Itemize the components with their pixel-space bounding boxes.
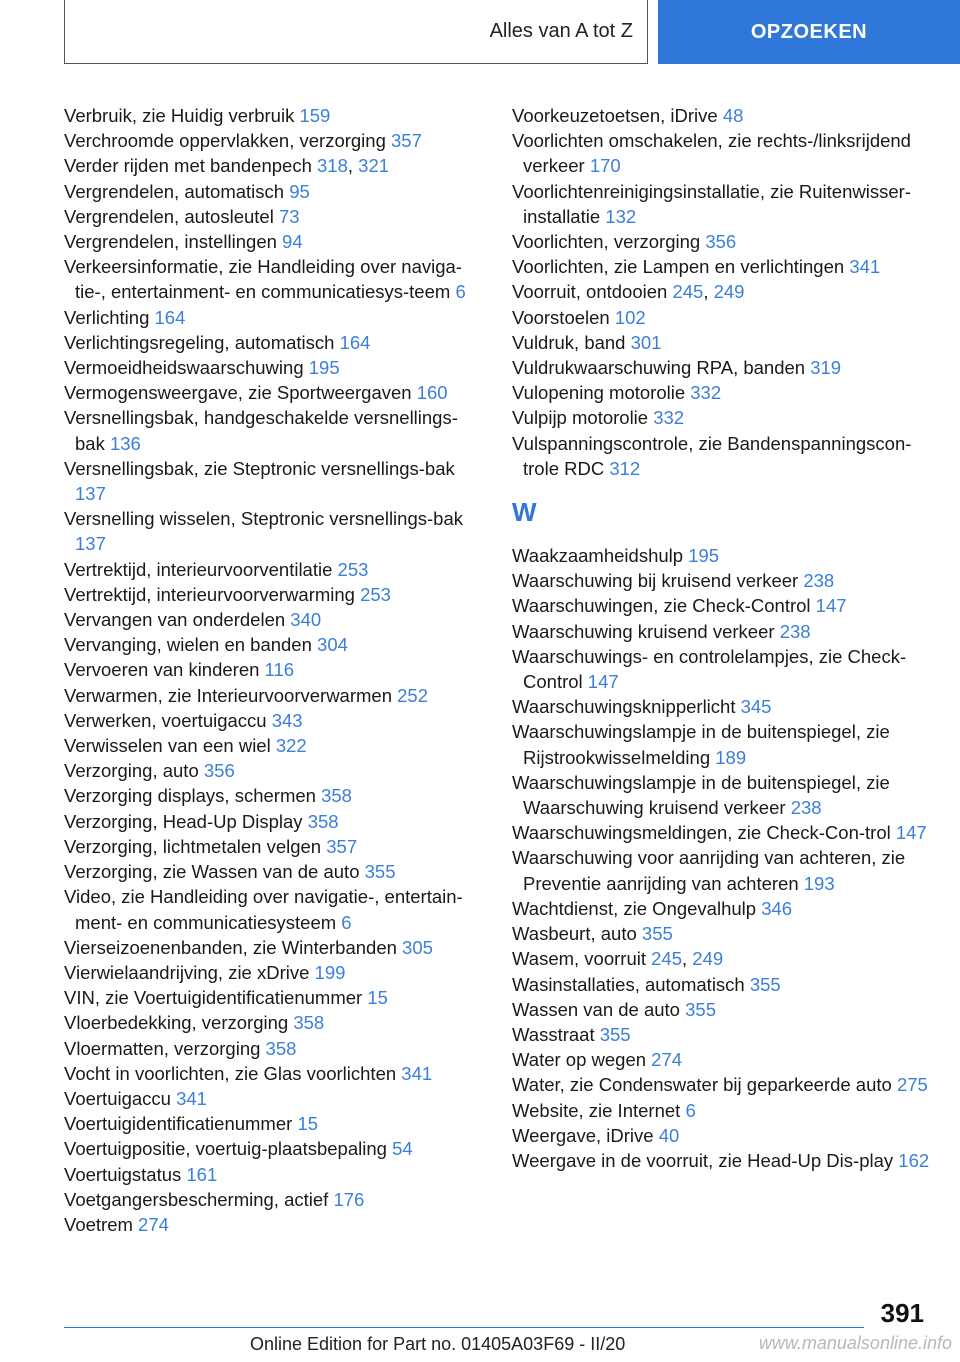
index-term: Voorruit, ontdooien (512, 281, 668, 303)
page-link[interactable]: 170 (589, 155, 621, 177)
index-term: Waarschuwingslampje in de buitenspiegel, zie Rijstrookwisselmelding (512, 721, 890, 768)
index-term: Voertuigstatus (64, 1163, 182, 1185)
index-entry (64, 1187, 484, 1212)
page-link[interactable]: 95 (289, 180, 310, 202)
index-term: Vloerbedekking, verzorging (64, 1012, 289, 1034)
index-term: Verwarmen, zie Interieurvoorverwarmen (64, 684, 392, 706)
index-entry (64, 456, 484, 506)
index-column-left (64, 103, 484, 1237)
index-term: Vermogensweergave, zie Sportweergaven (64, 382, 412, 404)
index-entry (512, 128, 932, 178)
page-link[interactable]: 54 (392, 1138, 413, 1160)
index-entry (512, 593, 932, 618)
index-entry (512, 254, 932, 279)
index-term: Waakzaamheidshulp (512, 545, 684, 567)
page-link[interactable]: 274 (138, 1213, 169, 1235)
page-link[interactable]: 162 (898, 1149, 930, 1171)
page-link[interactable]: 332 (690, 382, 722, 404)
index-term: VIN, zie Voertuigidentificatienummer (64, 987, 363, 1009)
index-entry (64, 884, 484, 934)
index-entry (64, 254, 484, 304)
index-entry (512, 1072, 932, 1097)
index-term: Verwerken, voertuigaccu (64, 709, 267, 731)
index-entry (64, 859, 484, 884)
index-term: Wasbeurt, auto (512, 923, 637, 945)
page-link[interactable]: 195 (688, 545, 720, 567)
page-link[interactable]: 176 (333, 1188, 365, 1210)
index-entry (64, 1036, 484, 1061)
index-term: Versnellingsbak, zie Steptronic versnellings-bak (64, 457, 455, 479)
index-term: Weergave in de voorruit, zie Head-Up Dis-play (512, 1149, 894, 1171)
index-entry (64, 557, 484, 582)
page-link[interactable]: 358 (307, 810, 339, 832)
index-term: Voorstoelen (512, 306, 610, 328)
index-entry (512, 997, 932, 1022)
index-term: Verzorging, auto (64, 760, 199, 782)
page-link[interactable]: 48 (722, 105, 744, 126)
page-link[interactable]: 332 (653, 407, 685, 429)
page-link[interactable]: 164 (339, 331, 371, 353)
page-link[interactable]: 358 (293, 1012, 325, 1034)
index-entry (512, 305, 932, 330)
index-entry (512, 644, 932, 694)
index-term: Wasstraat (512, 1023, 595, 1045)
index-entry (512, 1148, 932, 1173)
page-link[interactable]: 116 (264, 659, 295, 681)
index-term: Vierwielaandrijving, zie xDrive (64, 961, 310, 983)
page-link[interactable]: 6 (455, 281, 466, 303)
index-term: Verwisselen van een wiel (64, 735, 271, 757)
index-entry (64, 657, 484, 682)
index-entry (512, 1123, 932, 1148)
index-term: Voorkeuzetoetsen, iDrive (512, 105, 718, 126)
page-link[interactable]: 253 (337, 558, 369, 580)
index-term: Voorlichten omschakelen, zie rechts-/linksrijdend verkeer (512, 130, 911, 177)
index-entry (512, 431, 932, 481)
index-entry (512, 330, 932, 355)
index-entry (64, 960, 484, 985)
index-term: Vulspanningscontrole, zie Bandenspanningscon-trole RDC (512, 432, 912, 479)
page-link[interactable]: 245 (672, 281, 704, 303)
index-entry (512, 380, 932, 405)
index-term: Video, zie Handleiding over navigatie-, entertain-ment- en communicatiesysteem (64, 886, 463, 933)
page-link[interactable]: 341 (849, 256, 881, 278)
index-entry (64, 380, 484, 405)
page-link[interactable]: 301 (630, 331, 662, 353)
index-term: Verbruik, zie Huidig verbruik (64, 105, 295, 126)
page-link[interactable]: 238 (803, 570, 835, 592)
page-link[interactable]: 345 (740, 696, 772, 718)
index-column-right (512, 103, 932, 1173)
page-link[interactable]: 136 (109, 432, 141, 454)
index-term: Wasinstallaties, automatisch (512, 973, 745, 995)
index-entry (64, 834, 484, 859)
page-link[interactable]: 355 (364, 861, 396, 883)
page-link[interactable]: 305 (402, 936, 433, 958)
page-link[interactable]: 15 (297, 1113, 319, 1135)
index-term: Vervoeren van kinderen (64, 659, 260, 681)
page-number: 391 (880, 1298, 924, 1328)
page-link[interactable]: 312 (609, 457, 641, 479)
page-link[interactable]: 6 (685, 1099, 696, 1121)
page-link[interactable]: 355 (599, 1023, 631, 1045)
index-term: Verzorging, zie Wassen van de auto (64, 861, 360, 883)
index-term: Water, zie Condenswater bij geparkeerde auto (512, 1074, 892, 1096)
index-term: Wasem, voorruit (512, 948, 646, 970)
page-link[interactable]: 341 (401, 1062, 433, 1084)
index-entry (512, 619, 932, 644)
page-link[interactable]: 355 (641, 923, 673, 945)
page-link[interactable]: 322 (275, 735, 307, 757)
index-term: Voetgangersbescherming, actief (64, 1188, 329, 1210)
page-link[interactable]: 159 (299, 105, 331, 126)
index-term: Voertuigidentificatienummer (64, 1113, 293, 1135)
page-link[interactable]: 40 (658, 1124, 680, 1146)
index-term: Voorlichten, zie Lampen en verlichtingen (512, 256, 845, 278)
page-link[interactable]: 249 (692, 948, 724, 970)
page-link[interactable]: 321 (358, 155, 390, 177)
index-entry (64, 405, 484, 455)
index-term: Vierseizoenenbanden, zie Winterbanden (64, 936, 397, 958)
index-entry (64, 506, 484, 556)
index-term: Waarschuwingslampje in de buitenspiegel, zie Waarschuwing kruisend verkeer (512, 771, 890, 819)
page-link[interactable]: 73 (278, 205, 300, 227)
index-term: Voorlichten, verzorging (512, 231, 701, 253)
page-link[interactable]: 343 (271, 709, 303, 731)
index-term: Waarschuwingen, zie Check-Control (512, 595, 811, 617)
index-term: Voetrem (64, 1213, 133, 1235)
index-entry (64, 204, 484, 229)
index-entry (64, 1010, 484, 1035)
index-entry (512, 229, 932, 254)
index-term: Vervanging, wielen en banden (64, 634, 312, 656)
index-entry (512, 103, 932, 128)
index-entry: Verder rijden met bandenpech 318, 321 (64, 155, 390, 177)
index-term: Weergave, iDrive (512, 1124, 654, 1146)
index-term: Vergrendelen, automatisch (64, 180, 285, 202)
index-term: Waarschuwingsmeldingen, zie Check-Con-trol (512, 822, 891, 844)
index-term: Vergrendelen, autosleutel (64, 205, 274, 227)
page-link[interactable]: 199 (314, 961, 346, 983)
index-term: Verzorging displays, schermen (64, 785, 316, 807)
index-term: Verder rijden met bandenpech (64, 155, 312, 177)
index-entry (64, 683, 484, 708)
page-link[interactable]: 195 (308, 357, 340, 379)
index-term: Voertuigpositie, voertuig-plaatsbepaling (64, 1138, 387, 1160)
page-link[interactable]: 249 (713, 281, 745, 303)
index-entry (64, 1162, 484, 1187)
index-term: Wachtdienst, zie Ongevalhulp (512, 897, 757, 919)
index-entry (64, 128, 484, 153)
index-entry (64, 305, 484, 330)
index-term: Water op wegen (512, 1049, 647, 1071)
index-term: Vuldruk, band (512, 331, 626, 353)
index-entry (512, 694, 932, 719)
index-group-v (512, 103, 932, 481)
index-term: Vuldrukwaarschuwing RPA, banden (512, 357, 806, 379)
tab-alles-van-a-tot-z[interactable] (64, 0, 648, 64)
tab-label: Alles van A tot Z (489, 20, 633, 42)
tab-opzoeken[interactable] (658, 0, 960, 64)
index-entry (512, 179, 932, 229)
index-entry (512, 845, 932, 895)
index-entry (512, 1098, 932, 1123)
index-entry (64, 632, 484, 657)
index-entry (64, 783, 484, 808)
page-link[interactable]: 147 (895, 822, 927, 844)
page-link[interactable]: 341 (176, 1087, 207, 1109)
index-entry (64, 758, 484, 783)
index-term: Vergrendelen, instellingen (64, 231, 277, 253)
index-term: Versnelling wisselen, Steptronic versnellings-bak (64, 508, 463, 530)
index-entry (64, 1212, 484, 1237)
index-term: Vermoeidheidswaarschuwing (64, 357, 304, 379)
page-link[interactable]: 137 (75, 533, 106, 555)
page-link[interactable]: 189 (715, 746, 747, 768)
index-entry (64, 708, 484, 733)
page-link[interactable]: 15 (367, 987, 388, 1009)
index-entry (512, 719, 932, 769)
index-term: Vertrektijd, interieurvoorventilatie (64, 558, 333, 580)
page-link[interactable]: 319 (810, 357, 842, 379)
index-entry (64, 985, 484, 1010)
index-term: Verlichting (64, 306, 150, 328)
index-entry (64, 935, 484, 960)
page-link[interactable]: 193 (803, 872, 835, 894)
page-link[interactable]: 357 (391, 130, 422, 152)
index-term: Verzorging, Head-Up Display (64, 810, 303, 832)
index-term: Vervangen van onderdelen (64, 609, 286, 631)
page-link[interactable]: 102 (614, 306, 646, 328)
header-bar (0, 0, 960, 66)
page-link[interactable]: 357 (326, 835, 358, 857)
page-link[interactable]: 356 (203, 760, 235, 782)
index-entry: Wasem, voorruit 245, 249 (512, 948, 724, 970)
index-term: Waarschuwing kruisend verkeer (512, 620, 775, 642)
index-entry (64, 179, 484, 204)
index-entry (64, 607, 484, 632)
index-entry (64, 733, 484, 758)
edition-text: Online Edition for Part no. 01405A03F69 - II/20 (250, 1334, 626, 1354)
page-link[interactable]: 137 (75, 483, 106, 505)
index-entry (512, 405, 932, 430)
index-entry (512, 820, 932, 845)
index-term: Voorlichtenreinigingsinstallatie, zie Ruitenwisser-installatie (512, 180, 911, 227)
index-entry (64, 103, 484, 128)
footer-divider (64, 1327, 864, 1328)
index-entry (512, 972, 932, 997)
page-link[interactable]: 238 (790, 797, 822, 819)
index-entry (512, 355, 932, 380)
page-link[interactable]: 275 (896, 1074, 928, 1096)
index-entry (64, 582, 484, 607)
page-link[interactable]: 245 (651, 948, 682, 970)
index-entry (64, 1061, 484, 1086)
index-entry (512, 543, 932, 568)
index-entry (64, 1086, 484, 1111)
index-entry (64, 330, 484, 355)
index-entry (64, 1111, 484, 1136)
page-link[interactable]: 340 (290, 609, 322, 631)
page-link[interactable]: 274 (651, 1049, 683, 1071)
index-entry (512, 1022, 932, 1047)
page-link[interactable]: 160 (416, 382, 448, 404)
index-term: Website, zie Internet (512, 1099, 681, 1121)
index-term: Verzorging, lichtmetalen velgen (64, 835, 322, 857)
index-term: Vocht in voorlichten, zie Glas voorlichten (64, 1062, 397, 1084)
index-term: Versnellingsbak, handgeschakelde versnellings-bak (64, 407, 458, 454)
index-term: Vulpijp motorolie (512, 407, 649, 429)
index-term: Wassen van de auto (512, 998, 680, 1020)
index-entry (512, 568, 932, 593)
index-term: Waarschuwing voor aanrijding van achteren, zie Preventie aanrijding van achteren (512, 847, 906, 894)
tab-label: OPZOEKEN (750, 20, 868, 43)
index-group-w (512, 543, 932, 1173)
page-link[interactable]: 164 (154, 306, 186, 328)
index-term: Vulopening motorolie (512, 382, 686, 404)
index-entry (64, 809, 484, 834)
page-link[interactable]: 355 (685, 998, 716, 1020)
page-link[interactable]: 304 (317, 634, 348, 656)
page-link[interactable]: 318 (317, 155, 348, 177)
index-term: Verchroomde oppervlakken, verzorging (64, 130, 386, 152)
page-link[interactable]: 356 (705, 231, 737, 253)
index-entry (512, 770, 932, 820)
index-entry (64, 1136, 484, 1161)
page-link[interactable]: 161 (186, 1163, 218, 1185)
index-entry (512, 921, 932, 946)
page-link[interactable]: 238 (779, 620, 811, 642)
index-term: Waarschuwings- en controlelampjes, zie Check-Control (512, 645, 907, 693)
index-entry (512, 1047, 932, 1072)
section-letter: W (512, 497, 537, 528)
index-term: Waarschuwing bij kruisend verkeer (512, 570, 799, 592)
page-link[interactable]: 147 (587, 671, 619, 693)
page-link[interactable]: 253 (360, 583, 391, 605)
index-entry (64, 229, 484, 254)
page-link[interactable]: 132 (605, 205, 637, 227)
index-entry (64, 355, 484, 380)
page-link[interactable]: 252 (397, 684, 429, 706)
page-link[interactable]: 355 (749, 973, 781, 995)
watermark: www.manualsonline.info (758, 1333, 952, 1353)
index-entry: Voorruit, ontdooien 245, 249 (512, 281, 745, 303)
page-link[interactable]: 6 (341, 911, 352, 933)
page-link[interactable]: 358 (321, 785, 352, 807)
page-link[interactable]: 346 (761, 897, 793, 919)
page-link[interactable]: 147 (815, 595, 847, 617)
index-term: Vertrektijd, interieurvoorverwarming (64, 583, 355, 605)
page-link[interactable]: 94 (282, 231, 303, 253)
index-entry (512, 896, 932, 921)
page-link[interactable]: 358 (265, 1037, 297, 1059)
index-term: Verlichtingsregeling, automatisch (64, 331, 335, 353)
index-term: Waarschuwingsknipperlicht (512, 696, 736, 718)
index-term: Verkeersinformatie, zie Handleiding over naviga-tie-, entertainment- en communicatiesys-teem (64, 256, 462, 303)
index-term: Voertuigaccu (64, 1087, 171, 1109)
index-term: Vloermatten, verzorging (64, 1037, 261, 1059)
